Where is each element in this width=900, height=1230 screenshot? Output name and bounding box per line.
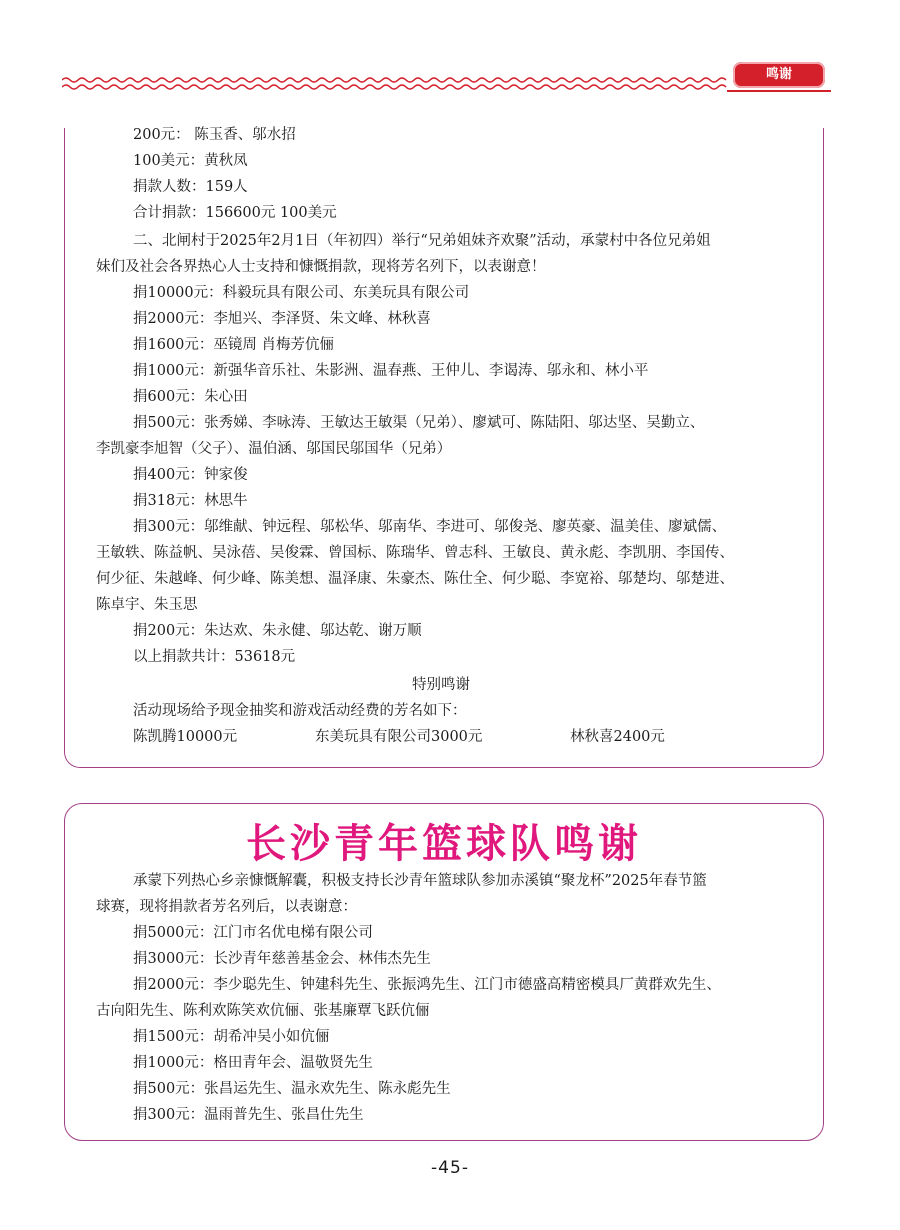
paragraph-line: 妹们及社会各界热心人士支持和慷慨捐款，现将芳名列下，以表谢意！ bbox=[96, 259, 546, 275]
donation-line: 捐2000元：李少聪先生、钟建科先生、张振鸿先生、江门市德盛高精密模具厂黄群欢先生、 bbox=[133, 977, 721, 993]
special-thanks-item: 东美玩具有限公司3000元 bbox=[315, 729, 483, 745]
special-thanks-heading: 特别鸣谢 bbox=[412, 677, 470, 693]
paragraph-line: 二、北闸村于2025年2月1日（年初四）举行“兄弟姐妹齐欢聚”活动，承蒙村中各位兄弟姐 bbox=[133, 233, 711, 249]
donation-line: 王敏轶、陈益帆、吴泳蓓、吴俊霖、曾国标、陈瑞华、曾志科、王敏良、黄永彪、李凯朋、李国传、 bbox=[96, 545, 734, 561]
donation-line: 捐200元：朱达欢、朱永健、邬达乾、谢万顺 bbox=[133, 623, 422, 639]
paragraph-line: 承蒙下列热心乡亲慷慨解囊，积极支持长沙青年篮球队参加赤溪镇“聚龙杯”2025年春节篮 bbox=[133, 873, 707, 889]
donation-line: 陈卓宇、朱玉思 bbox=[96, 597, 198, 613]
donation-line: 捐10000元：科毅玩具有限公司、东美玩具有限公司 bbox=[133, 285, 470, 301]
donation-line: 捐3000元：长沙青年慈善基金会、林伟杰先生 bbox=[133, 951, 431, 967]
donation-line: 捐500元：张昌运先生、温永欢先生、陈永彪先生 bbox=[133, 1081, 451, 1097]
donation-line: 捐300元：邬维献、钟远程、邬松华、邬南华、李进可、邬俊尧、廖英豪、温美佳、廖斌儒、 bbox=[133, 519, 727, 535]
donation-line: 捐款人数：159人 bbox=[133, 179, 248, 195]
donation-line: 200元： 陈玉香、邬水招 bbox=[133, 127, 296, 143]
donation-total: 以上捐款共计：53618元 bbox=[133, 649, 296, 665]
donation-line: 合计捐款：156600元 100美元 bbox=[133, 205, 337, 221]
donation-line: 捐5000元：江门市名优电梯有限公司 bbox=[133, 925, 373, 941]
donation-line: 何少征、朱越峰、何少峰、陈美想、温泽康、朱豪杰、陈仕全、何少聪、李宽裕、邬楚均、邬楚进、 bbox=[96, 571, 734, 587]
donation-line: 捐2000元：李旭兴、李泽贤、朱文峰、林秋喜 bbox=[133, 311, 431, 327]
paragraph-line: 球赛，现将捐款者芳名列后，以表谢意： bbox=[96, 899, 357, 915]
donation-line: 捐1600元：巫镜周 肖梅芳伉俪 bbox=[133, 337, 335, 353]
header-wave-rule bbox=[62, 76, 727, 92]
basketball-thanks-title: 长沙青年篮球队鸣谢 bbox=[246, 821, 642, 867]
special-thanks-intro: 活动现场给予现金抽奖和游戏活动经费的芳名如下： bbox=[133, 703, 467, 719]
donation-line: 捐300元：温雨普先生、张昌仕先生 bbox=[133, 1107, 364, 1123]
donation-line: 捐1000元：格田青年会、温敬贤先生 bbox=[133, 1055, 373, 1071]
page-number: -45- bbox=[431, 1158, 469, 1178]
donation-line: 捐400元：钟家俊 bbox=[133, 467, 248, 483]
special-thanks-item: 陈凯腾10000元 bbox=[133, 729, 238, 745]
donation-line: 捐1500元：胡希冲吴小如伉俪 bbox=[133, 1029, 330, 1045]
donation-line: 捐500元：张秀娣、李咏涛、王敏达王敏渠（兄弟）、廖斌可、陈陆阳、邬达坚、吴勤立、 bbox=[133, 415, 705, 431]
donation-line: 古向阳先生、陈利欢陈笑欢伉俪、张基廉覃飞跃伉俪 bbox=[96, 1003, 430, 1019]
special-thanks-item: 林秋喜2400元 bbox=[570, 729, 665, 745]
donation-line: 捐318元：林思牛 bbox=[133, 493, 248, 509]
section-tab-label: 鸣谢 bbox=[733, 62, 825, 88]
donation-line: 捐600元：朱心田 bbox=[133, 389, 248, 405]
donation-line: 捐1000元：新强华音乐社、朱影洲、温春燕、王仲儿、李谒涛、邬永和、林小平 bbox=[133, 363, 649, 379]
donation-line: 100美元：黄秋凤 bbox=[133, 153, 248, 169]
donation-line: 李凯豪李旭智（父子）、温伯涵、邬国民邬国华（兄弟） bbox=[96, 441, 452, 457]
